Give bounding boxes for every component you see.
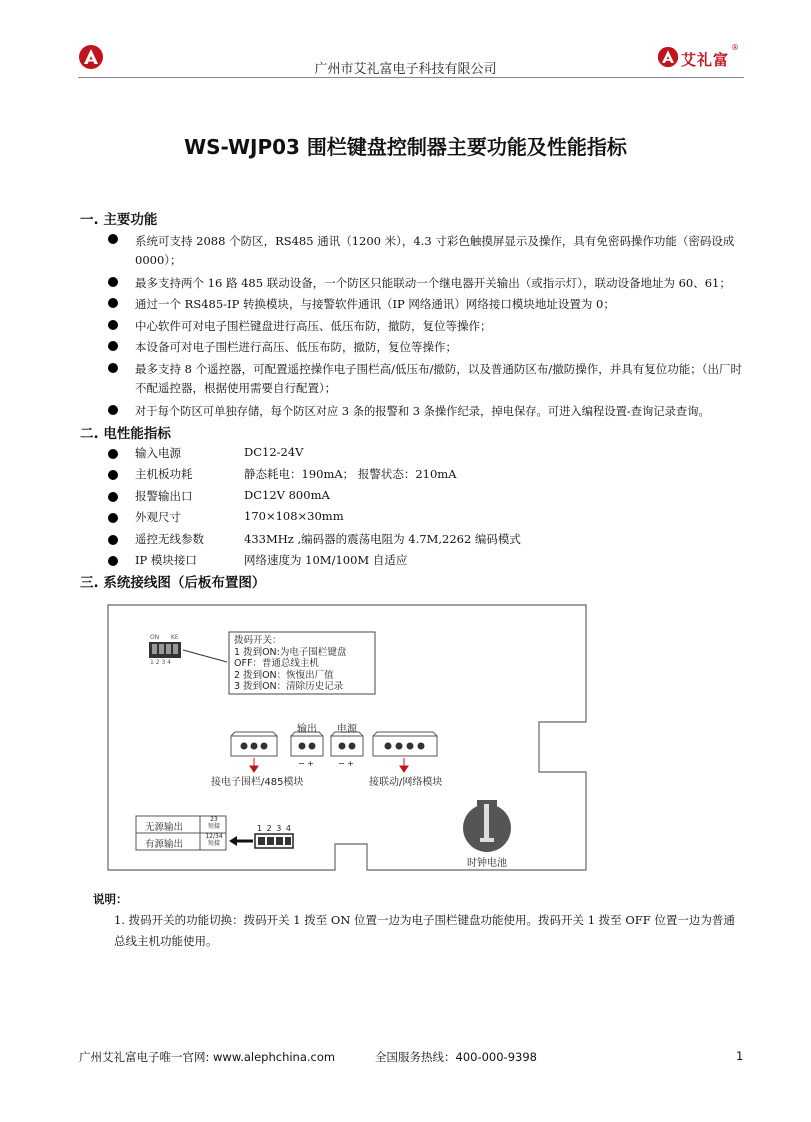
- bullet-icon: [108, 556, 118, 566]
- header-divider: [78, 77, 744, 78]
- dip-numbers: 1 2 3 4: [150, 659, 171, 666]
- bullet-icon: [108, 363, 118, 373]
- bullet-icon: [108, 492, 118, 502]
- function-item: 最多支持 8 个遥控器，可配置遥控操作电子围栏高/低压布/撤防，以及普通防区布/撤防操作，并具有复位功能；（出厂时不配遥控器，根据使用需要自行配置）；: [135, 362, 742, 395]
- spec-label: IP 模块接口: [135, 553, 197, 567]
- header-brand-name: 艾礼富: [681, 51, 730, 69]
- function-item: 通过一个 RS485-IP 转换模块，与接警软件通讯（IP 网络通讯）网络接口模块地址设置为 0；: [135, 297, 615, 311]
- spec-value: 网络速度为 10M/100M 自适应: [244, 553, 408, 567]
- spec-label: 报警输出口: [135, 489, 193, 503]
- bullet-icon: [108, 320, 118, 330]
- footer-hotline: 全国服务热线：400-000-9398: [375, 1050, 537, 1064]
- spec-value: 静态耗电：190mA； 报警状态：210mA: [244, 467, 457, 481]
- jumper-numbers: 1 2 3 4: [257, 824, 292, 833]
- function-item: 最多支持两个 16 路 485 联动设备，一个防区只能联动一个继电器开关输出（或指示灯），联动设备地址为 60、61；: [135, 276, 731, 290]
- bullet-icon: [108, 341, 118, 351]
- passive-output-label: 无源输出: [145, 822, 184, 833]
- bullet-icon: [108, 277, 118, 287]
- passive-short-label: 23 短接: [207, 816, 220, 830]
- spec-value: DC12V 800mA: [244, 488, 330, 502]
- dip-ke-label: KE: [171, 634, 179, 641]
- spec-label: 主机板功耗: [135, 467, 193, 481]
- output-polarity: − +: [298, 759, 314, 768]
- power-polarity: − +: [338, 759, 354, 768]
- bullet-icon: [108, 298, 118, 308]
- function-item: 系统可支持 2088 个防区，RS485 通讯（1200 米），4.3 寸彩色触摸屏显示及操作，具有免密码操作功能（密码设成 0000）；: [135, 234, 735, 267]
- function-item: 对于每个防区可单独存储，每个防区对应 3 条的报警和 3 条操作纪录，掉电保存。可进入编程设置-查询记录查询。: [135, 405, 710, 418]
- header-company-name: 广州市艾礼富电子科技有限公司: [314, 62, 497, 77]
- function-item: 中心软件可对电子围栏键盘进行高压、低压布防，撤防，复位等操作；: [135, 319, 492, 333]
- fence-connector-label: 接电子围栏/485模块: [211, 777, 304, 788]
- notes-title: 说明：: [93, 892, 128, 906]
- spec-value: 433MHz ,编码器的震荡电阻为 4.7M,2262 编码模式: [244, 532, 521, 546]
- function-item: 本设备可对电子围栏进行高压、低压布防，撤防，复位等操作；: [135, 340, 457, 354]
- bullet-icon: [108, 535, 118, 545]
- section-wiring-diagram-title: 三. 系统接线图（后板布置图）: [80, 575, 266, 591]
- spec-value: DC12-24V: [244, 445, 304, 459]
- footer-website: 广州艾礼富电子唯一官网: www.alephchina.com: [79, 1050, 336, 1064]
- wiring-diagram: [107, 604, 587, 872]
- dip-switch-info: 拨码开关： 1 拨到ON:为电子围栏键盘 OFF：普通总线主机 2 拨到ON：恢愎出厂值 3 拨到ON：清除历史记录: [234, 635, 347, 692]
- output-terminal-label: 输出: [297, 724, 317, 735]
- dip-on-label: ON: [150, 634, 160, 641]
- clock-battery-label: 时钟电池: [467, 858, 507, 869]
- bullet-icon: [108, 234, 118, 244]
- spec-label: 外观尺寸: [135, 510, 181, 524]
- active-short-label: 12/34 短接: [205, 833, 223, 847]
- page-number: 1: [736, 1049, 744, 1063]
- note-item: 1. 拨码开关的功能切换：拨码开关 1 拨至 ON 位置一边为电子围栏键盘功能使用。拨码开关 1 拨至 OFF 位置一边为普通总线主机功能使用。: [114, 913, 735, 948]
- spec-value: 170×108×30mm: [244, 509, 344, 523]
- brand-logo-icon: [657, 46, 679, 68]
- bullet-icon: [108, 513, 118, 523]
- link-connector-label: 接联动/网络模块: [369, 777, 443, 788]
- active-output-label: 有源输出: [145, 839, 184, 850]
- spec-label: 遥控无线参数: [135, 532, 204, 546]
- bullet-icon: [108, 449, 118, 459]
- power-terminal-label: 电源: [337, 724, 357, 735]
- spec-label: 输入电源: [135, 446, 181, 460]
- bullet-icon: [108, 470, 118, 480]
- registered-mark: ®: [731, 43, 739, 52]
- bullet-icon: [108, 405, 118, 415]
- section-main-functions-title: 一. 主要功能: [80, 212, 158, 228]
- section-electrical-specs-title: 二. 电性能指标: [80, 426, 171, 442]
- document-title: WS-WJP03 围栏键盘控制器主要功能及性能指标: [184, 135, 627, 159]
